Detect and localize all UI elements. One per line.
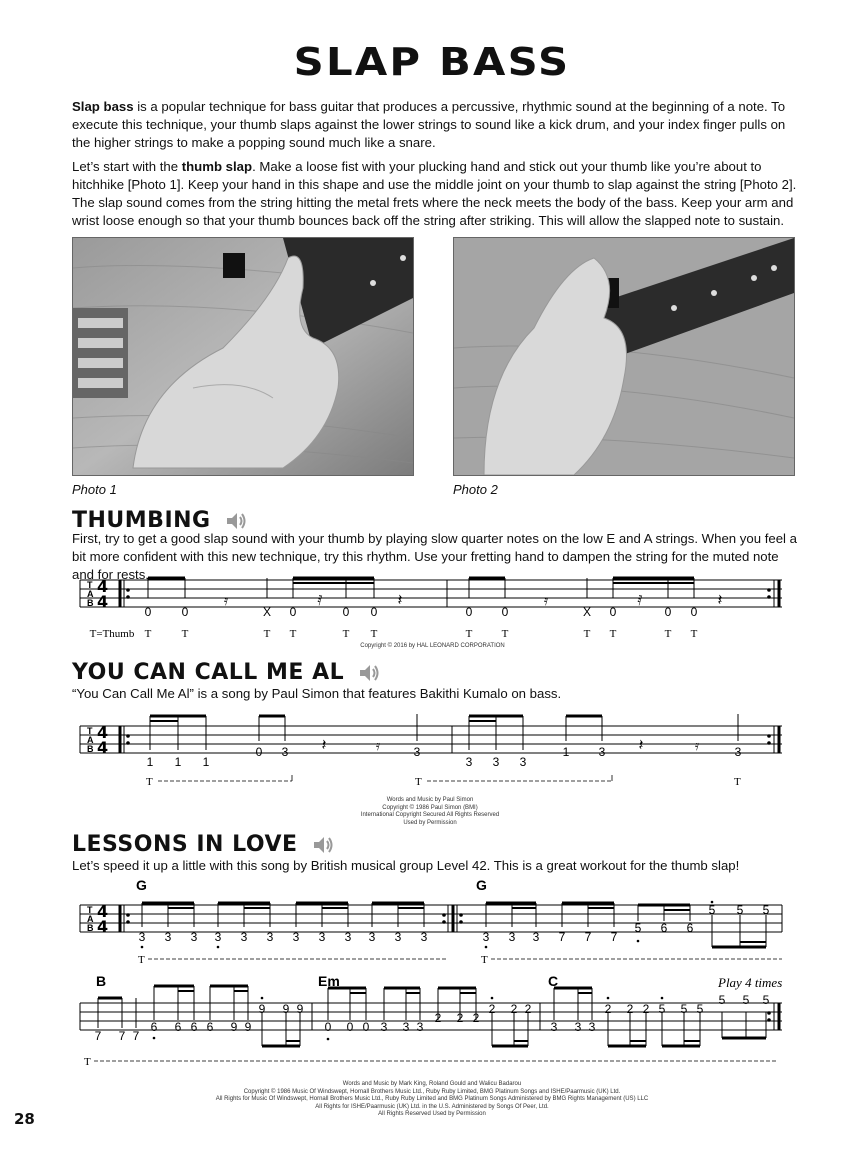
al-credits — [330, 797, 530, 827]
tab-note: 5 — [634, 921, 642, 935]
t-mark: T — [138, 954, 145, 966]
tab-note: 0 — [664, 605, 672, 619]
audio-speaker-icon[interactable] — [358, 663, 380, 683]
thumbing-copyright: Copyright © 2016 by HAL LEONARD CORPORATION — [360, 643, 505, 649]
tab-note: 5 — [718, 993, 726, 1007]
thumb-para-start: Let’s start with the — [72, 159, 182, 174]
tab-note: 5 — [762, 903, 770, 917]
quarter-rest-icon: 𝄽 — [397, 592, 403, 609]
tab-note: 3 — [190, 930, 198, 944]
tab-note: 0 — [255, 745, 263, 759]
chord-symbol: G — [476, 877, 487, 893]
photo-1 — [72, 237, 414, 476]
rest-icon: 𝄿 — [223, 592, 229, 608]
tab-note: 2 — [488, 1002, 496, 1016]
tab-note: 3 — [240, 930, 248, 944]
audio-speaker-icon[interactable] — [312, 835, 334, 855]
chord-symbol: B — [96, 973, 107, 989]
tab-note: 0 — [362, 1020, 370, 1034]
tab-note: X — [262, 605, 272, 619]
tab-note: 2 — [434, 1011, 442, 1025]
tab-note: 3 — [164, 930, 172, 944]
rest-icon: 𝅀 — [637, 592, 643, 608]
tab-note: 2 — [472, 1011, 480, 1025]
tab-note: 0 — [370, 605, 378, 619]
tab-note: 3 — [380, 1020, 388, 1034]
thumb-legend: T=Thumb — [89, 628, 135, 640]
credit-line: All Rights for Music Of Windswept, Hornall Brothers Music Ltd., Ruby Ruby Limited and BMG Platinum Songs Administered by BMG Rights Management (US) LLC — [215, 1096, 649, 1102]
tab-note: 3 — [266, 930, 274, 944]
love-title: LESSONS IN LOVE — [72, 832, 298, 857]
al-title: YOU CAN CALL ME AL — [72, 660, 345, 685]
tab-note: 7 — [94, 1029, 102, 1043]
photo-1-image — [73, 238, 413, 475]
tab-note: 3 — [344, 930, 352, 944]
audio-speaker-icon[interactable] — [225, 511, 247, 531]
t-mark: T — [146, 776, 153, 788]
credit-line: All Rights Reserved Used by Permission — [378, 1111, 486, 1117]
thumbing-text: First, try to get a good slap sound with your thumb by playing slow quarter notes on the low E and A strings. When you feel a bit more confident with this new technique, try this rhythm. Use your fretting hand to dampen the string for the muted note and for rests. — [72, 531, 797, 582]
tab-note: 3 — [532, 930, 540, 944]
t-mark: T — [342, 628, 350, 640]
tab-note: 3 — [465, 755, 473, 769]
t-mark: T — [263, 628, 271, 640]
tab-letter-b: B — [87, 923, 94, 933]
tab-letter-a: A — [87, 735, 94, 745]
t-mark: T — [84, 1056, 91, 1068]
tab-note: 5 — [680, 1002, 688, 1016]
intro-rest: is a popular technique for bass guitar that produces a percussive, rhythmic sound at the beginning of a note. To execute this technique, your thumb slaps against the lower strings to sound like a kick drum, and your index finger pulls on the higher strings to make a popping sound much like a snare. — [72, 99, 786, 150]
tab-note: X — [582, 605, 592, 619]
tab-note: 5 — [696, 1002, 704, 1016]
t-mark: T — [583, 628, 591, 640]
tab-note: 2 — [604, 1002, 612, 1016]
tab-note: 3 — [368, 930, 376, 944]
photo-2-caption: Photo 2 — [453, 482, 498, 497]
rest-icon: 𝄿 — [375, 737, 381, 753]
t-mark: T — [181, 628, 189, 640]
tab-note: 0 — [465, 605, 473, 619]
rest-icon: 𝅀 — [317, 592, 323, 608]
time-sig-bottom: 4 — [97, 917, 109, 936]
chord-symbol: C — [548, 973, 559, 989]
tab-note: 3 — [394, 930, 402, 944]
quarter-rest-icon: 𝄽 — [321, 737, 327, 754]
tab-letter-a: A — [87, 914, 94, 924]
rest-icon: 𝄿 — [543, 592, 549, 608]
credit-line: Copyright © 1986 Paul Simon (BMI) — [382, 804, 478, 811]
love-heading — [72, 832, 334, 857]
tab-note: 7 — [132, 1029, 140, 1043]
tab-note: 3 — [508, 930, 516, 944]
tab-note: 1 — [202, 755, 210, 769]
tab-note: 6 — [686, 921, 694, 935]
al-heading — [72, 660, 380, 685]
tab-note: 3 — [550, 1020, 558, 1034]
intro-paragraph — [72, 98, 798, 152]
tab-note: 3 — [214, 930, 222, 944]
time-sig-top: 4 — [97, 577, 109, 596]
tab-note: 0 — [501, 605, 509, 619]
tab-letter-t: T — [87, 905, 93, 915]
tab-note: 5 — [742, 993, 750, 1007]
intro-lead: Slap bass — [72, 99, 134, 114]
tab-note: 9 — [282, 1002, 290, 1016]
time-sig-bottom: 4 — [97, 592, 109, 611]
tab-note: 3 — [318, 930, 326, 944]
t-mark: T — [144, 628, 152, 640]
tab-note: 7 — [558, 930, 566, 944]
t-mark: T — [465, 628, 473, 640]
chord-symbol: Em — [318, 973, 340, 989]
tab-note: 1 — [174, 755, 182, 769]
tab-letter-a: A — [87, 589, 94, 599]
tab-note: 0 — [609, 605, 617, 619]
credit-line: All Rights for ISHE/Paarmusic (UK) Ltd. in the U.S. Administered by Songs Of Peer, Ltd. — [315, 1103, 549, 1110]
tab-note: 2 — [456, 1011, 464, 1025]
tab-note: 3 — [413, 745, 421, 759]
tab-note: 0 — [342, 605, 350, 619]
tab-note: 3 — [734, 745, 742, 759]
tab-note: 7 — [118, 1029, 126, 1043]
tab-note: 1 — [562, 745, 570, 759]
tab-note: 3 — [519, 755, 527, 769]
tab-letter-b: B — [87, 598, 94, 608]
t-mark: T — [370, 628, 378, 640]
credit-line: International Copyright Secured All Rights Reserved — [360, 812, 500, 818]
time-sig-bottom: 4 — [97, 738, 109, 757]
al-text: “You Can Call Me Al” is a song by Paul Simon that features Bakithi Kumalo on bass. — [72, 686, 562, 701]
love-credits — [190, 1081, 674, 1119]
tab-note: 6 — [150, 1020, 158, 1034]
photo-2 — [453, 237, 795, 476]
tab-note: 5 — [708, 903, 716, 917]
tab-note: 0 — [690, 605, 698, 619]
tab-note: 3 — [482, 930, 490, 944]
thumbing-title: THUMBING — [72, 508, 211, 533]
t-mark: T — [664, 628, 672, 640]
photo-2-image — [454, 238, 794, 475]
credit-line: Words and Music by Mark King, Roland Gould and Walicu Badarou — [342, 1081, 522, 1087]
tab-note: 3 — [420, 930, 428, 944]
page-title: SLAP BASS — [293, 40, 571, 84]
tab-note: 3 — [598, 745, 606, 759]
tab-note: 0 — [324, 1020, 332, 1034]
tab-note: 2 — [626, 1002, 634, 1016]
t-mark: T — [609, 628, 617, 640]
tab-note: 9 — [296, 1002, 304, 1016]
credit-line: Words and Music by Paul Simon — [386, 797, 474, 803]
t-mark: T — [289, 628, 297, 640]
t-mark: T — [690, 628, 698, 640]
time-sig-top: 4 — [97, 723, 109, 742]
tab-note: 3 — [492, 755, 500, 769]
tab-note: 7 — [584, 930, 592, 944]
tab-note: 2 — [642, 1002, 650, 1016]
tab-note: 6 — [174, 1020, 182, 1034]
quarter-rest-icon: 𝄽 — [638, 737, 644, 754]
tab-letter-t: T — [87, 580, 93, 590]
t-mark: T — [501, 628, 509, 640]
tab-note: 7 — [610, 930, 618, 944]
time-sig-top: 4 — [97, 902, 109, 921]
love-text: Let’s speed it up a little with this song by British musical group Level 42. This is a great workout for the thumb slap! — [72, 858, 740, 873]
t-mark: T — [415, 776, 422, 788]
tab-note: 3 — [588, 1020, 596, 1034]
tab-note: 0 — [289, 605, 297, 619]
tab-note: 6 — [660, 921, 668, 935]
thumb-slap-paragraph — [72, 158, 798, 230]
t-mark: T — [481, 954, 488, 966]
tab-note: 6 — [190, 1020, 198, 1034]
tab-note: 3 — [138, 930, 146, 944]
tab-letter-t: T — [87, 726, 93, 736]
tab-note: 9 — [230, 1020, 238, 1034]
chord-symbol: G — [136, 877, 147, 893]
tab-letter-b: B — [87, 744, 94, 754]
love-tab-staff-row2 — [0, 968, 864, 1073]
tab-note: 3 — [402, 1020, 410, 1034]
thumb-para-rest: . Make a loose fist with your plucking hand and stick out your thumb like you’re about to hitchhike [Photo 1]. Keep your hand in this shape and use the middle joint on your thumb to slap against the string [Photo 2]. The slap sound comes from the string hitting the metal frets where the neck meets the body of the bass. Keep your arm and wrist loose enough so that your thumb bounces back off the string after striking. This will allow the slapped note to sustain. — [72, 159, 797, 228]
tab-note: 6 — [206, 1020, 214, 1034]
tab-note: 5 — [736, 903, 744, 917]
rest-icon: 𝄿 — [694, 737, 700, 753]
tab-note: 3 — [292, 930, 300, 944]
tab-note: 2 — [524, 1002, 532, 1016]
play-times-label: Play 4 times — [718, 975, 783, 990]
thumb-para-bold: thumb slap — [181, 159, 253, 174]
quarter-rest-icon: 𝄽 — [717, 592, 723, 609]
photo-1-caption: Photo 1 — [72, 482, 117, 497]
credit-line: Used by Permission — [403, 819, 457, 826]
love-tab-staff-row1 — [0, 875, 864, 970]
tab-note: 9 — [244, 1020, 252, 1034]
credit-line: Copyright © 1986 Music Of Windswept, Hornall Brothers Music Ltd., Ruby Ruby Limited, BMG Platinum Songs and ISHE/Paarmusic (UK) Ltd. — [243, 1088, 621, 1095]
t-mark: T — [734, 776, 741, 788]
tab-note: 9 — [258, 1002, 266, 1016]
al-tab-staff — [0, 708, 864, 793]
tab-note: 1 — [146, 755, 154, 769]
tab-note: 3 — [281, 745, 289, 759]
thumbing-tab-staff — [0, 565, 864, 655]
tab-note: 5 — [762, 993, 770, 1007]
tab-note: 3 — [416, 1020, 424, 1034]
page-number: 28 — [14, 1110, 35, 1128]
tab-note: 2 — [510, 1002, 518, 1016]
tab-note: 0 — [346, 1020, 354, 1034]
tab-note: 5 — [658, 1002, 666, 1016]
tab-note: 3 — [574, 1020, 582, 1034]
tab-note: 0 — [144, 605, 152, 619]
tab-note: 0 — [181, 605, 189, 619]
